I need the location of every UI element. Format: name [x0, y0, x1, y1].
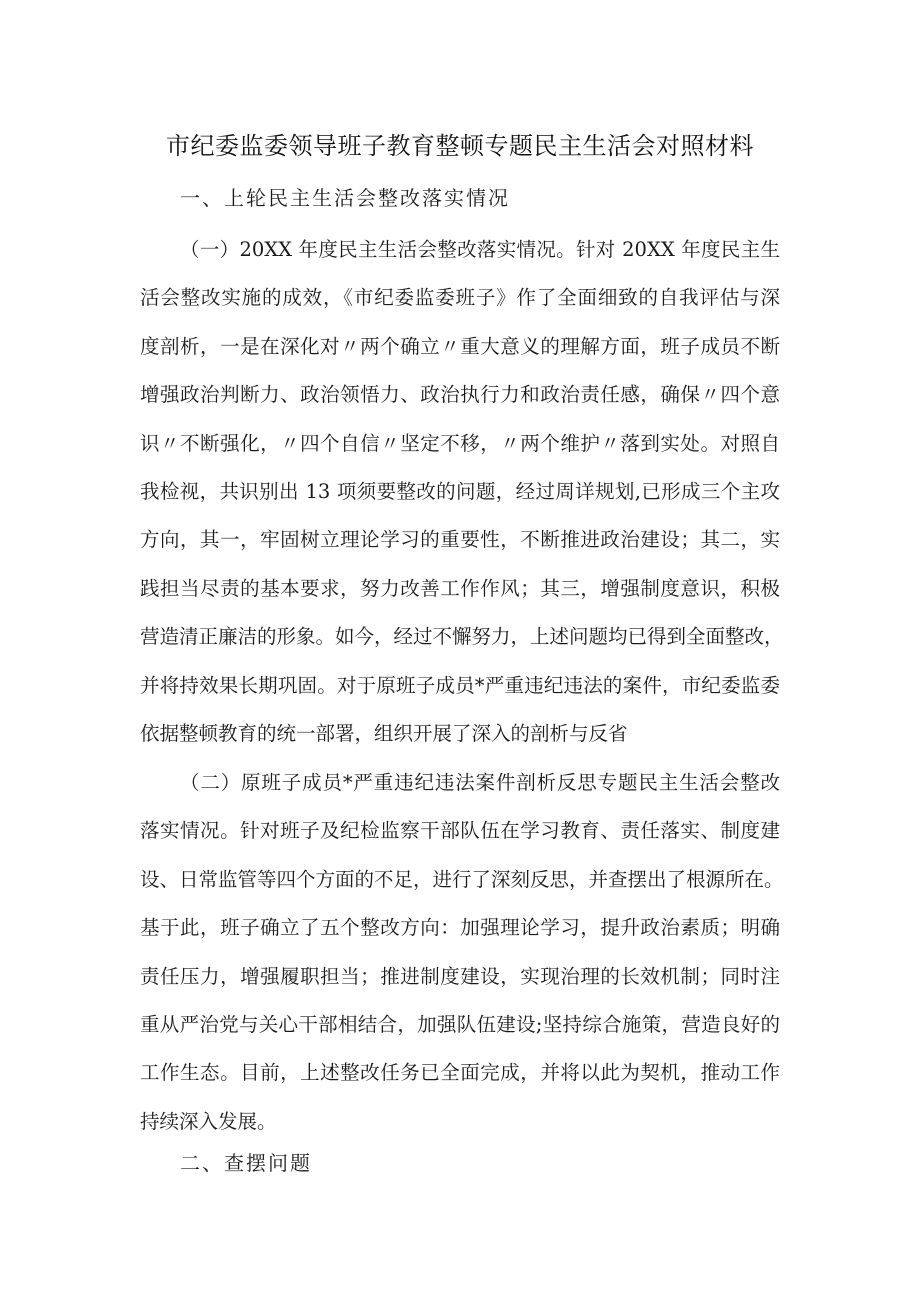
paragraph-line: 度剖析，一是在深化对〃两个确立〃重大意义的理解方面，班子成员不断	[140, 334, 780, 358]
paragraph-line: 基于此，班子确立了五个整改方向：加强理论学习，提升政治素质；明确	[140, 916, 780, 940]
paragraph-line: 责任压力，增强履职担当；推进制度建设，实现治理的长效机制；同时注	[140, 964, 780, 988]
paragraph-line: 持续深入发展。	[140, 1109, 277, 1133]
paragraph-line: 并将持效果长期巩固。对于原班子成员*严重违纪违法的案件，市纪委监委	[140, 673, 780, 697]
paragraph-line: （一）20XX 年度民主生活会整改落实情况。针对 20XX 年度民主生	[180, 238, 780, 261]
paragraph-line: 活会整改实施的成效，《市纪委监委班子》作了全面细致的自我评估与深	[140, 286, 780, 310]
paragraph-line: 重从严治党与关心干部相结合，加强队伍建设;坚持综合施策，营造良好的	[140, 1012, 780, 1036]
paragraph-line: （二）原班子成员*严重违纪违法案件剖析反思专题民主生活会整改	[180, 771, 780, 794]
paragraph-line: 增强政治判断力、政治领悟力、政治执行力和政治责任感，确保〃四个意	[140, 383, 780, 407]
section-heading-2: 二、查摆问题	[180, 1151, 312, 1175]
paragraph-line: 落实情况。针对班子及纪检监察干部队伍在学习教育、责任落实、制度建	[140, 819, 780, 843]
paragraph-line: 设、日常监管等四个方面的不足，进行了深刻反思，并查摆出了根源所在。	[140, 867, 784, 891]
section-heading-1: 一、上轮民主生活会整改落实情况	[180, 186, 510, 210]
paragraph-line: 践担当尽责的基本要求，努力改善工作作风；其三，增强制度意识，积极	[140, 576, 780, 600]
paragraph-line: 依据整顿教育的统一部署，组织开展了深入的剖析与反省	[140, 721, 628, 745]
paragraph-1	[140, 226, 784, 758]
paragraph-2	[140, 759, 784, 1146]
paragraph-line: 营造清正廉洁的形象。如今，经过不懈努力，上述问题均已得到全面整改，	[140, 625, 784, 649]
paragraph-line: 工作生态。目前，上述整改任务已全面完成，并将以此为契机，推动工作	[140, 1061, 780, 1085]
paragraph-line: 识〃不断强化，〃四个自信〃坚定不移，〃两个维护〃落到实处。对照自	[140, 431, 780, 455]
paragraph-line: 方向，其一，牢固树立理论学习的重要性，不断推进政治建设；其二，实	[140, 528, 780, 552]
document-title: 市纪委监委领导班子教育整顿专题民主生活会对照材料	[166, 132, 754, 160]
paragraph-line: 我检视，共识别出 13 项须要整改的问题，经过周详规划,已形成三个主攻	[140, 479, 780, 503]
